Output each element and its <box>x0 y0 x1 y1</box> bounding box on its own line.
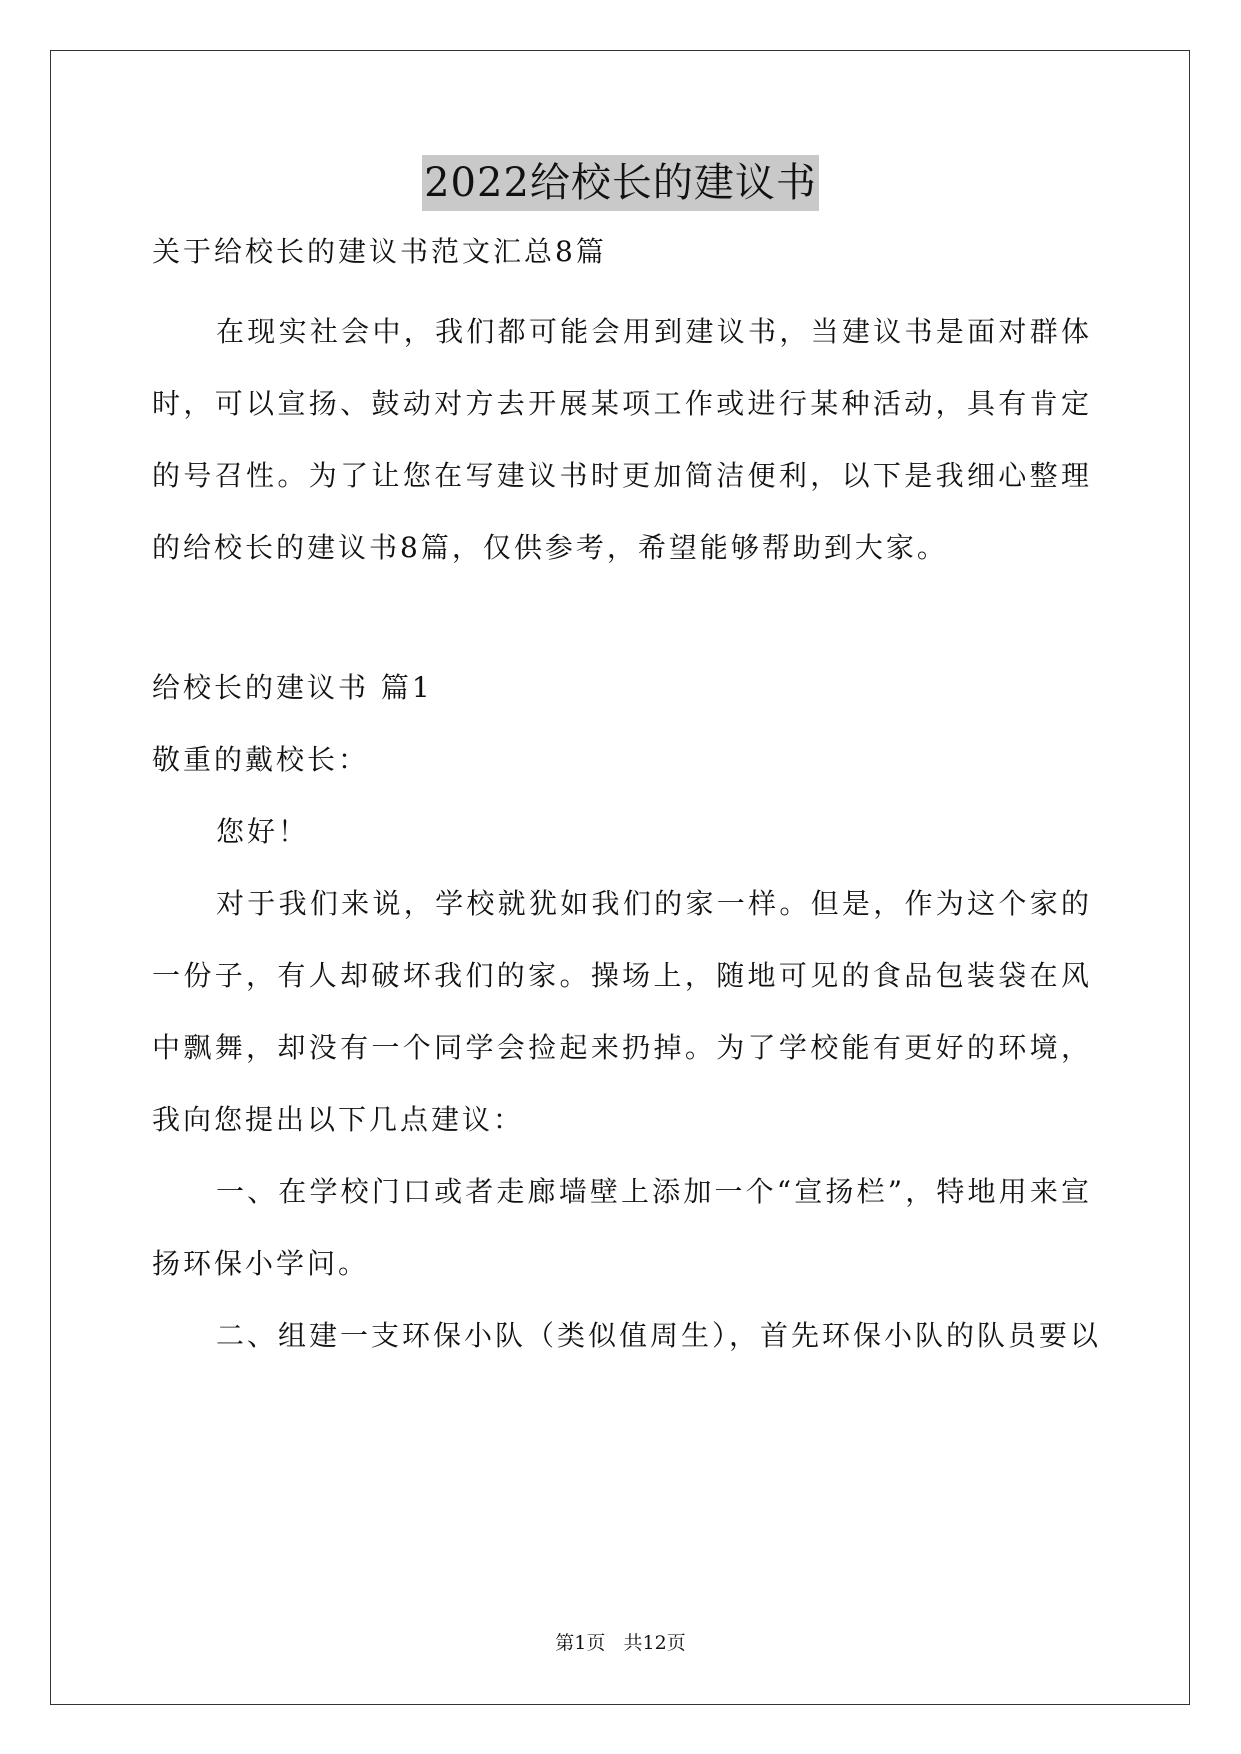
intro-line: 在现实社会中，我们都可能会用到建议书，当建议书是面对群体 <box>216 315 1092 348</box>
body-line: 一份子，有人却破坏我们的家。操场上，随地可见的食品包装袋在风 <box>152 959 1092 992</box>
intro-line: 时，可以宣扬、鼓动对方去开展某项工作或进行某种活动，具有肯定 <box>152 387 1092 420</box>
page-total: 共12页 <box>623 1632 686 1654</box>
greeting: 您好！ <box>216 815 310 848</box>
body-line: 中飘舞，却没有一个同学会捡起来扔掉。为了学校能有更好的环境， <box>152 1031 1092 1064</box>
intro-line: 的给校长的建议书8篇，仅供参考，希望能够帮助到大家。 <box>152 531 948 564</box>
salutation: 敬重的戴校长： <box>152 743 370 776</box>
section-heading: 给校长的建议书 篇1 <box>152 671 433 704</box>
intro-line: 的号召性。为了让您在写建议书时更加简洁便利，以下是我细心整理 <box>152 459 1092 492</box>
page-border <box>50 50 1190 1705</box>
page-number: 第1页 <box>555 1632 606 1654</box>
document-title: 2022给校长的建议书 <box>422 155 819 211</box>
body-line: 扬环保小学问。 <box>152 1247 370 1280</box>
subtitle: 关于给校长的建议书范文汇总8篇 <box>152 235 607 268</box>
body-line: 二、组建一支环保小队（类似值周生），首先环保小队的队员要以 <box>216 1319 1102 1352</box>
body-line: 一、在学校门口或者走廊墙壁上添加一个“宣扬栏”，特地用来宣 <box>216 1175 1092 1208</box>
title-container <box>0 155 1241 211</box>
page-footer <box>0 1628 1241 1655</box>
body-line: 对于我们来说，学校就犹如我们的家一样。但是，作为这个家的 <box>216 887 1092 920</box>
body-line: 我向您提出以下几点建议： <box>152 1103 525 1136</box>
